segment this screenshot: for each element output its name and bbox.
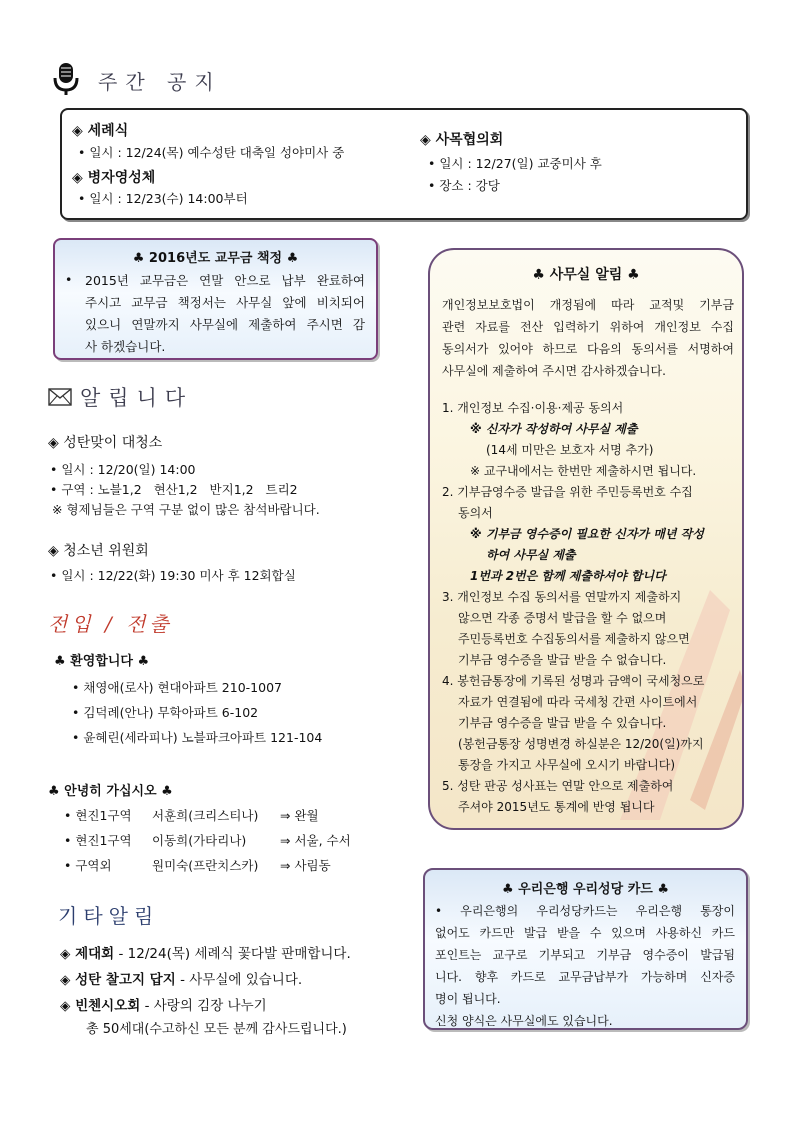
other-item-2-head: ◈ 성탄 찰고지 답지 <box>60 972 176 988</box>
office-item-1-note-b: (14세 미만은 보호자 서명 추가) <box>486 443 654 457</box>
sick-communion-date: • 일시 : 12/23(수) 14:00부터 <box>78 191 248 206</box>
youth-date: • 일시 : 12/22(화) 19:30 미사 후 12회합실 <box>50 568 296 583</box>
card-line-5: 명이 됩니다. <box>435 992 501 1006</box>
office-item-3-line-2: 주민등록번호 수집동의서를 제출하지 않으면 <box>458 632 690 646</box>
card-line-3: 포인트는 교구로 기부되고 기부금 영수증이 발급됨 <box>435 948 735 962</box>
card-line-1: • 우리은행의 우리성당카드는 우리은행 통장이 <box>435 904 735 918</box>
pastoral-council-place: • 장소 : 강당 <box>428 178 500 193</box>
dues-box-title: ♣ 2016년도 교무금 책정 ♣ <box>132 251 299 266</box>
office-item-2b: 동의서 <box>458 506 493 520</box>
office-item-4-line-3: (봉헌금통장 성명변경 하실분은 12/20(일)까지 <box>458 737 704 751</box>
farewell-area-1: • 현진1구역 <box>64 808 132 823</box>
card-line-4: 니다. 향후 카드로 교무금납부가 가능하며 신자증 <box>435 970 735 984</box>
card-box-title: ♣ 우리은행 우리성당 카드 ♣ <box>502 882 669 897</box>
cleaning-areas: • 구역 : 노블1,2 현산1,2 반지1,2 트리2 <box>50 482 298 497</box>
card-box <box>423 868 748 1030</box>
office-item-4-line-2: 기부금 영수증을 발급 받을 수 있습니다. <box>458 716 667 730</box>
welcome-item-3: • 윤혜린(세라피나) 노블파크아파트 121-104 <box>72 730 323 745</box>
cleaning-note: ※ 형제님들은 구역 구분 없이 많은 참석바랍니다. <box>52 502 320 517</box>
office-intro-1: 개인정보보호법이 개정됨에 따라 교적및 기부금 <box>442 298 734 312</box>
farewell-name-1: 서훈희(크리스티나) <box>152 808 259 823</box>
office-intro-3: 동의서가 있어야 하므로 다음의 동의서를 서명하여 <box>442 342 734 356</box>
office-intro-4: 사무실에 제출하여 주시면 감사하겠습니다. <box>442 364 666 378</box>
sick-communion-heading: ◈ 병자영성체 <box>72 170 156 186</box>
youth-heading: ◈ 청소년 위원회 <box>48 543 149 559</box>
cleaning-date: • 일시 : 12/20(일) 14:00 <box>50 462 196 477</box>
other-item-1 <box>60 942 351 962</box>
office-item-3a: 3. 개인정보 수집 동의서를 연말까지 제출하지 <box>442 590 682 604</box>
baptism-date: • 일시 : 12/24(목) 예수성탄 대축일 성야미사 중 <box>78 145 345 160</box>
dues-bullet: • <box>65 272 73 287</box>
farewell-dest-2: ⇒ 서울, 수서 <box>280 833 351 848</box>
dues-line-2: 주시고 교무금 책정서는 사무실 앞에 비치되어 <box>85 295 365 310</box>
office-item-3-line-1: 않으면 각종 증명서 발급을 할 수 없으며 <box>458 611 667 625</box>
office-notice-title: ♣ 사무실 알림 ♣ <box>532 267 640 283</box>
farewell-name-3: 원미숙(프란치스카) <box>152 858 259 873</box>
office-item-4-line-1: 자료가 연결됨에 따라 국세청 간편 사이트에서 <box>458 695 698 709</box>
office-item-4a: 4. 봉헌금통장에 기록된 성명과 금액이 국세청으로 <box>442 674 705 688</box>
transfer-title: 전입 / 전출 <box>48 612 173 636</box>
weekly-notice-title: 주간 공지 <box>98 70 222 94</box>
card-line-last: 신청 양식은 사무실에도 있습니다. <box>435 1014 613 1028</box>
office-item-5a: 5. 성탄 판공 성사표는 연말 안으로 제출하여 <box>442 779 674 793</box>
farewell-heading: ♣ 안녕히 가십시오 ♣ <box>48 784 173 799</box>
other-item-1-head: ◈ 제대회 <box>60 946 115 962</box>
welcome-item-2: • 김덕례(안나) 무학아파트 6-102 <box>72 705 259 720</box>
pastoral-council-heading: ◈ 사목협의회 <box>420 132 504 148</box>
office-intro-2: 관련 자료를 전산 입력하기 위하여 개인정보 수집 <box>442 320 734 334</box>
office-item-1: 1. 개인정보 수집·이용·제공 동의서 <box>442 401 624 415</box>
microphone-icon <box>52 62 80 96</box>
baptism-heading: ◈ 세례식 <box>72 123 129 139</box>
office-item-2-note-c: 1번과 2번은 함께 제출하셔야 합니다 <box>470 569 666 583</box>
dues-box <box>53 238 378 360</box>
office-item-2a: 2. 기부금영수증 발급을 위한 주민등록번호 수집 <box>442 485 693 499</box>
other-item-3-tail: - 사랑의 김장 나누기 <box>140 998 267 1014</box>
office-item-3-line-3: 기부금 영수증을 발급 받을 수 없습니다. <box>458 653 667 667</box>
other-item-2 <box>60 968 302 988</box>
welcome-heading: ♣ 환영합니다 ♣ <box>54 654 150 669</box>
other-item-3 <box>60 994 267 1014</box>
announcements-title: 알립니다 <box>80 386 194 410</box>
welcome-item-1: • 채영애(로사) 현대아파트 210-1007 <box>72 680 282 695</box>
office-item-1-note-c: ※ 교구내에서는 한번만 제출하시면 됩니다. <box>470 464 697 478</box>
dues-line-1: 2015년 교무금은 연말 안으로 납부 완료하여 <box>85 273 365 288</box>
dues-line-4: 사 하겠습니다. <box>85 339 166 354</box>
weekly-notice-box <box>60 108 748 220</box>
office-item-2-note-b: 하여 사무실 제출 <box>486 548 576 562</box>
other-item-2-tail: - 사무실에 있습니다. <box>175 972 303 988</box>
other-title: 기타알림 <box>58 904 160 928</box>
office-item-5b: 주셔야 2015년도 통계에 반영 됩니다 <box>458 800 655 814</box>
farewell-name-2: 이동희(가타리나) <box>152 833 247 848</box>
other-item-3-head: ◈ 빈첸시오회 <box>60 998 141 1014</box>
farewell-area-2: • 현진1구역 <box>64 833 132 848</box>
office-item-1-note-a: ※ 신자가 작성하여 사무실 제출 <box>470 422 638 436</box>
farewell-dest-3: ⇒ 사림동 <box>280 858 331 873</box>
other-item-1-tail: - 12/24(목) 세례식 꽃다발 판매합니다. <box>114 946 351 962</box>
office-item-4-line-4: 통장을 가지고 사무실에 오시기 바랍니다) <box>458 758 676 772</box>
farewell-dest-1: ⇒ 완월 <box>280 808 319 823</box>
office-item-2-note-a: ※ 기부금 영수증이 필요한 신자가 매년 작성 <box>470 527 704 541</box>
card-line-2: 없어도 카드만 발급 받을 수 있으며 사용하신 카드 <box>435 926 735 940</box>
cleaning-heading: ◈ 성탄맞이 대청소 <box>48 435 163 451</box>
office-notice-box <box>428 248 744 830</box>
other-item-3-line2: 총 50세대(수고하신 모든 분께 감사드립니다.) <box>86 1022 347 1037</box>
envelope-icon <box>48 388 72 406</box>
dues-line-3: 있으니 연말까지 사무실에 제출하여 주시면 감 <box>85 317 365 332</box>
pastoral-council-date: • 일시 : 12/27(일) 교중미사 후 <box>428 156 602 171</box>
farewell-area-3: • 구역외 <box>64 858 112 873</box>
